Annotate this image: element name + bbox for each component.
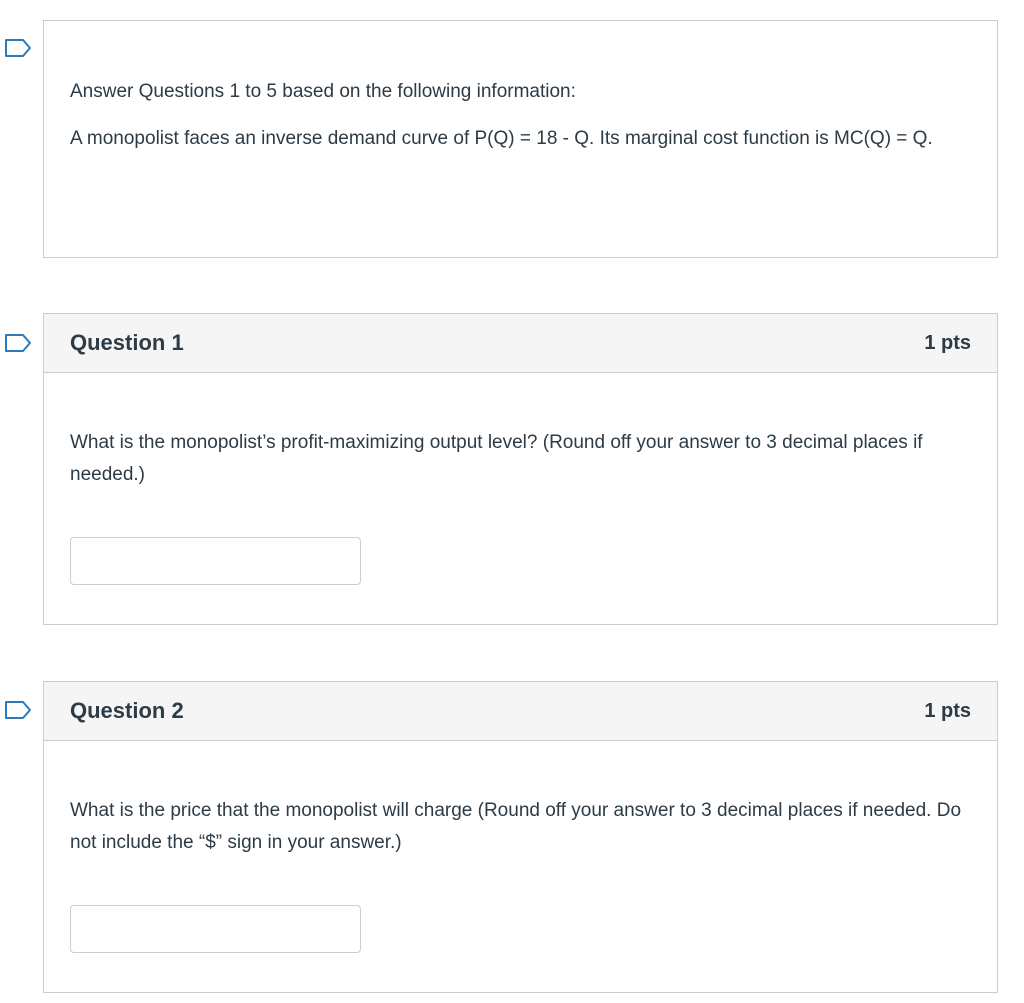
question-2-text: What is the price that the monopolist will charge (Round off your answer to 3 decimal places if needed. Do not include the “$” sign in your answer.): [70, 800, 962, 853]
question-1-points: 1 pts: [924, 331, 971, 354]
question-1-card: [43, 313, 998, 625]
intro-card: [43, 20, 998, 258]
flag-question-icon[interactable]: [4, 38, 32, 58]
question-2-answer-input[interactable]: [70, 905, 361, 953]
question-2-title: Question 2: [70, 698, 184, 723]
question-1-header: [44, 314, 997, 373]
question-2-points: 1 pts: [924, 699, 971, 722]
intro-body: A monopolist faces an inverse demand curve of P(Q) = 18 - Q. Its marginal cost function is MC(Q) = Q.: [70, 128, 933, 149]
question-1-answer-input[interactable]: [70, 537, 361, 585]
flag-question-2-icon[interactable]: [4, 700, 32, 720]
question-1-text: What is the monopolist’s profit-maximizing output level? (Round off your answer to 3 decimal places if needed.): [70, 432, 923, 485]
flag-question-1-icon[interactable]: [4, 333, 32, 353]
question-1-title: Question 1: [70, 330, 184, 355]
question-2-card: [43, 681, 998, 993]
intro-heading: Answer Questions 1 to 5 based on the following information:: [70, 81, 576, 102]
question-2-header: [44, 682, 997, 741]
